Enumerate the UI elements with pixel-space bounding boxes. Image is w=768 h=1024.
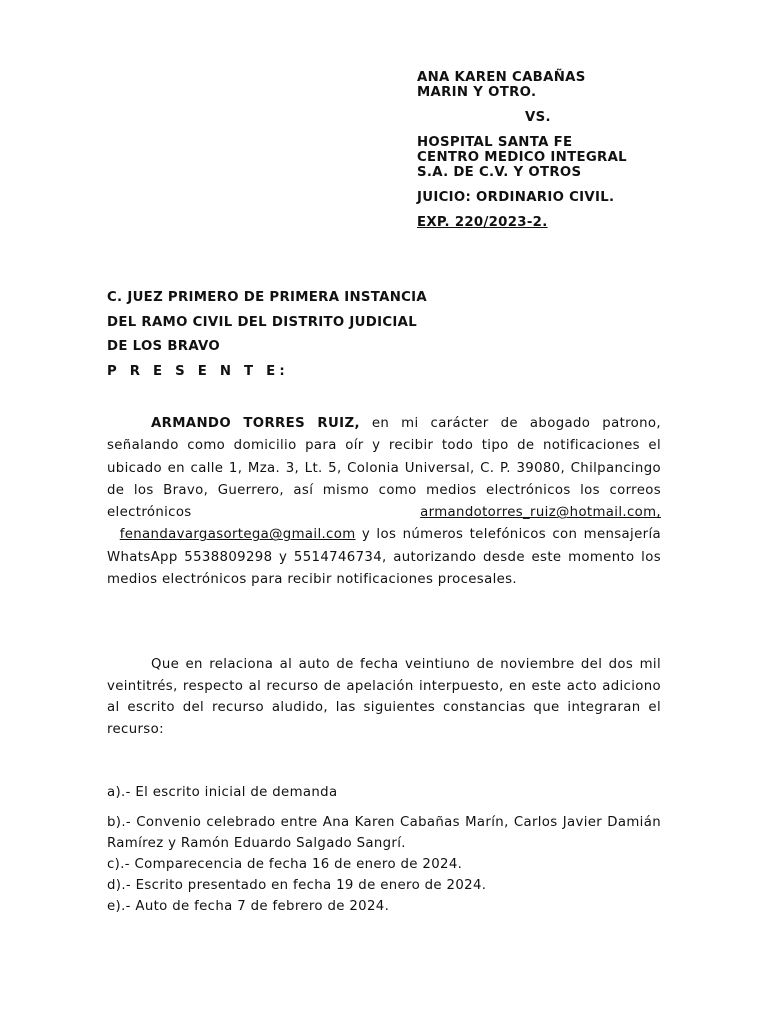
list-item-e: e).- Auto de fecha 7 de febrero de 2024. xyxy=(107,899,390,914)
addressee-line-3: DE LOS BRAVO xyxy=(107,339,220,354)
defendant-line-1: HOSPITAL SANTA FE xyxy=(417,135,573,150)
intro-paragraph xyxy=(107,413,661,591)
expediente-number: EXP. 220/2023-2. xyxy=(417,215,548,230)
presente-label: P R E S E N T E: xyxy=(107,363,289,379)
list-items xyxy=(107,812,661,917)
list-item-a xyxy=(107,782,661,803)
email-1: armandotorres_ruiz@hotmail.com, xyxy=(420,505,661,521)
list-item-c: c).- Comparecencia de fecha 16 de enero de 2024. xyxy=(107,857,463,872)
case-header xyxy=(417,70,661,230)
intro-text-b: y los números telefónicos con mensajería WhatsApp 5538809298 y 5514746734, autorizando desde este momento los medios electrónicos para recibir notificaciones procesales. xyxy=(107,527,661,588)
defendant-line-3: S.A. DE C.V. Y OTROS xyxy=(417,165,582,180)
list-item-b: b).- Convenio celebrado entre Ana Karen Cabañas Marín, Carlos Javier Damián Ramírez y Ramón Eduardo Salgado Sangrí. xyxy=(107,815,661,851)
lawyer-name: ARMANDO TORRES RUIZ, xyxy=(151,416,360,431)
defendant-line-2: CENTRO MEDICO INTEGRAL xyxy=(417,150,627,165)
list-item-a-text: a).- El escrito inicial de demanda xyxy=(107,785,338,800)
request-paragraph xyxy=(107,654,661,740)
addressee-block xyxy=(107,289,427,387)
intro-text-a: en mi carácter de abogado patrono, señalando como domicilio para oír y recibir todo tipo de notificaciones el ubicado en calle 1, Mza. 3, Lt. 5, Colonia Universal, C. P. 39080, Chilpancingo de los Bravo, Guerrero, así mismo como medios electrónicos los correos electrónicos xyxy=(107,416,661,521)
plaintiff-line-2: MARIN Y OTRO. xyxy=(417,85,537,100)
request-text: Que en relaciona al auto de fecha veintiuno de noviembre del dos mil veintitrés, respecto al recurso de apelación interpuesto, en este acto adiciono al escrito del recurso aludido, las siguientes constancias que integraran el recurso: xyxy=(107,657,661,737)
juicio-label: JUICIO: ORDINARIO CIVIL. xyxy=(417,190,615,205)
versus-label: VS. xyxy=(525,110,551,125)
list-item-d: d).- Escrito presentado en fecha 19 de enero de 2024. xyxy=(107,878,487,893)
addressee-line-1: C. JUEZ PRIMERO DE PRIMERA INSTANCIA xyxy=(107,290,428,305)
email-2: fenandavargasortega@gmail.com xyxy=(119,527,356,543)
plaintiff-line-1: ANA KAREN CABAÑAS xyxy=(417,70,586,85)
addressee-line-2: DEL RAMO CIVIL DEL DISTRITO JUDICIAL xyxy=(107,314,418,330)
